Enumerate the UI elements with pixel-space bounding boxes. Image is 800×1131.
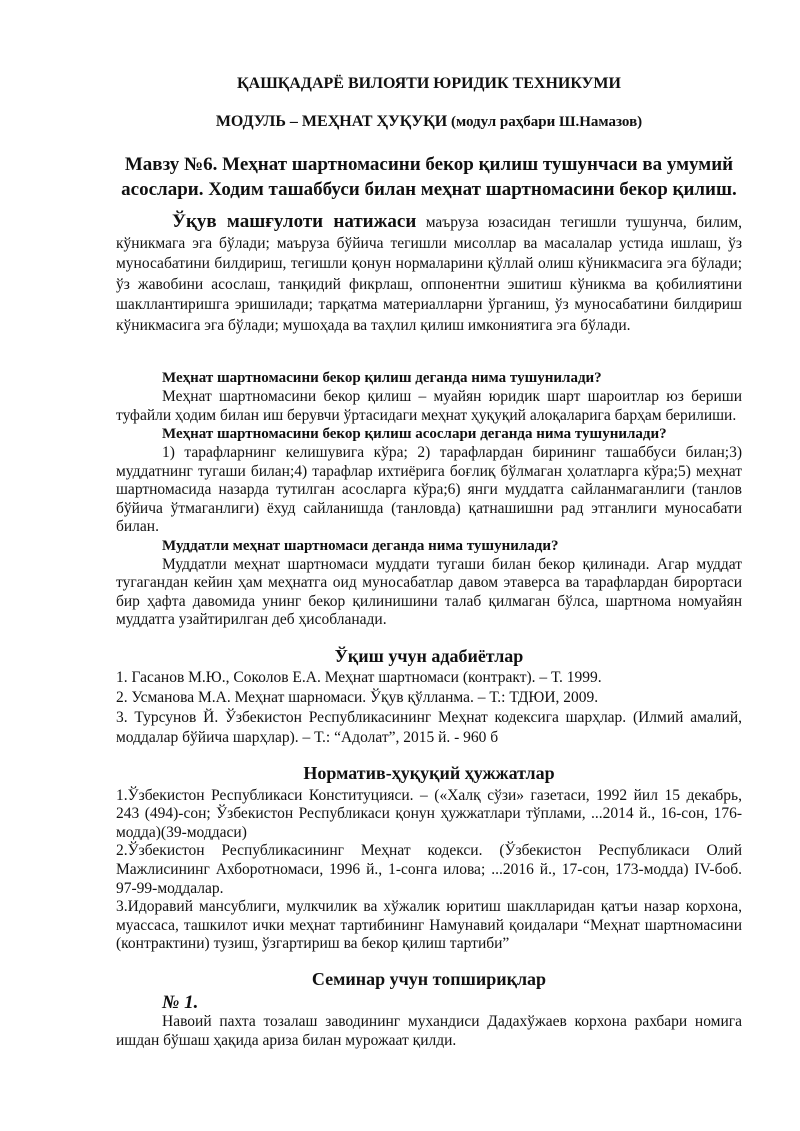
- question-3: Муддатли меҳнат шартномаси деганда нима тушунилади?: [162, 537, 559, 554]
- question-1: Меҳнат шартномасини бекор қилиш деганда нима тушунилади?: [162, 370, 602, 386]
- literature-section: [116, 646, 742, 748]
- qa-section: [116, 369, 742, 630]
- answer-2: 1) тарафларнинг келишувига кўра; 2) тарафлардан бирининг ташаббуси билан;3) муддатнинг тугаши билан;4) тарафлар ихтиёрига боғлиқ бўлмаган ҳолатларга кўра;5) меҳнат шартномасида назарда тутилган асосларга кўра;6) янги муддатга сайланмаганлиги (танлов бўйича ўтмаганлиги) ёхуд сайланишда (танловда) қатнашишни рад этганлиги муносабати билан.: [116, 444, 742, 535]
- task-text: Навоий пахта тозалаш заводининг мухандиси Дадахўжаев корхона рахбари номига ишдан бўшаш ҳақида ариза билан мурожаат қилди.: [116, 1013, 742, 1049]
- literature-item-3: 3. Турсунов Й. Ўзбекистон Республикасининг Меҳнат кодексига шарҳлар. (Илмий амалий, моддалар бўйича шарҳлар). – Т.: “Адолат”, 2015 й. - 960 б: [116, 709, 742, 746]
- normative-heading: Норматив-ҳуқуқий ҳужжатлар: [303, 763, 555, 783]
- answer-1: Меҳнат шартномасини бекор қилиш – муайян юридик шарт шароитлар юз бериши туфайли ҳодим билан иш берувчи ўртасидаги меҳнат ҳуқуқий алоқаларига барҳам берилиши.: [116, 388, 742, 424]
- module-title: [116, 113, 742, 131]
- institution-title: [116, 75, 742, 93]
- module-note-text: (модул раҳбари Ш.Намазов): [447, 114, 643, 130]
- institution-text: ҚАШҚАДАРЁ ВИЛОЯТИ ЮРИДИК ТЕХНИКУМИ: [237, 75, 621, 92]
- learning-outcomes-paragraph: [116, 212, 742, 336]
- topic-title: [116, 152, 742, 202]
- topic-line-2: асослари. Ходим ташаббуси билан меҳнат шартномасини бекор қилиш.: [121, 179, 737, 200]
- normative-item-2: 2.Ўзбекистон Республикасининг Меҳнат кодекси. (Ўзбекистон Республикаси Олий Мажлисининг Ахборотномаси, 1996 й., 1-сонга илова; ...2016 й., 17-сон, 173-модда) IV-боб. 97-99-моддалар.: [116, 842, 742, 897]
- question-2: Меҳнат шартномасини бекор қилиш асослари деганда нима тушунилади?: [162, 426, 667, 442]
- normative-section: [116, 764, 742, 954]
- normative-item-3: 3.Идоравий мансублиги, мулкчилик ва хўжалик юритиш шаклларидан қатъи назар корхона, муассаса, ташкилот ички меҳнат тартибининг Намунавий қоидалари “Меҳнат шартномасини (контрактини) тузиш, ўзгартириш ва бекор қилиш тартиби”: [116, 898, 742, 953]
- literature-item-2: 2. Усманова М.А. Меҳнат шарномаси. Ўқув қўлланма. – Т.: ТДЮИ, 2009.: [116, 689, 599, 706]
- normative-item-1: 1.Ўзбекистон Республикаси Конституцияси. – («Халқ сўзи» газетаси, 1992 йил 15 декабрь, 243 (494)-сон; Ўзбекистон Республикаси қонун ҳужжатлари тўплами, ...2014 й., 16-сон, 176-модда)(39-моддаси): [116, 786, 742, 841]
- literature-item-1: 1. Гасанов М.Ю., Соколов Е.А. Меҳнат шартномаси (контракт). – Т. 1999.: [116, 669, 602, 686]
- outcomes-lead: Ўқув машғулоти натижаси: [172, 211, 417, 232]
- literature-heading: Ўқиш учун адабиётлар: [334, 646, 524, 666]
- module-main-text: МОДУЛЬ – МЕҲНАТ ҲУҚУҚИ: [215, 113, 448, 130]
- topic-line-1: Мавзу №6. Меҳнат шартномасини бекор қилиш тушунчаси ва умумий: [124, 154, 734, 175]
- answer-3: Муддатли меҳнат шартномаси муддати тугаши билан бекор қилинади. Агар муддат тугагандан кейин ҳам меҳнатга оид муносабатлар давом этаверса ва тарафлардан бирортаси бир ҳафта давомида унинг бекор қилинишини талаб қилмаган бўлса, шартнома номуайян муддатга узайтирилган деб ҳисобланади.: [116, 555, 742, 628]
- outcomes-text: маъруза юзасидан тегишли тушунча, билим, кўникмага эга бўлади; маъруза бўйича тегишли мисоллар ва масалалар устида ишлаш, ўз муносабатини билдириш, тегишли қонун нормаларини қўллай олиш кўникмасига эга бўлади; ўз жавобини асослаш, танқидий фикрлаш, оппонентни эшитиш кўникма ва қобилиятини шакллантиришга эришилади; тарқатма материалларни ўрганиш, ўз муносабатини билдириш кўникмасига эга бўлади; мушоҳада ва таҳлил қилиш имкониятига эга бўлади.: [116, 214, 742, 334]
- seminar-heading: Семинар учун топшириқлар: [311, 969, 547, 989]
- seminar-section: [116, 970, 742, 1050]
- task-number: № 1.: [162, 992, 199, 1013]
